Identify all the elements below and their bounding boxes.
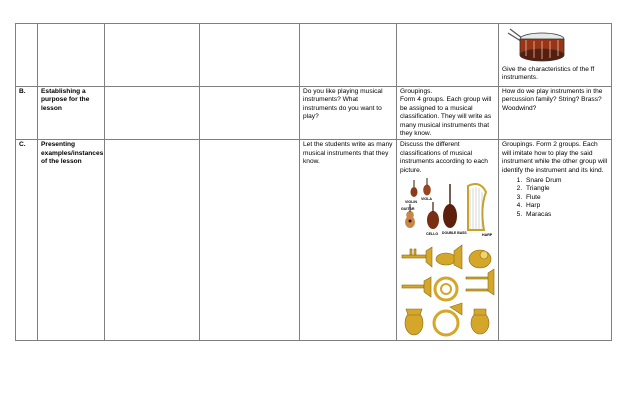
activity-cell: Let the students write as many musical instruments that they know. bbox=[300, 140, 397, 341]
list-item: 5. Maracas bbox=[524, 211, 608, 219]
viola-label: VIOLA bbox=[421, 197, 432, 202]
list-item: 3. Flute bbox=[524, 194, 608, 202]
cello-icon bbox=[427, 202, 439, 229]
harp-icon bbox=[468, 184, 486, 230]
list-item: 4. Harp bbox=[524, 202, 608, 210]
cell-empty bbox=[200, 87, 300, 140]
row-letter: B. bbox=[16, 87, 38, 140]
violin-icon bbox=[411, 180, 418, 197]
lesson-plan-table bbox=[15, 23, 612, 341]
brass-instruments-image bbox=[400, 243, 496, 339]
table-row-top bbox=[16, 24, 612, 87]
double-bass-icon bbox=[443, 184, 457, 228]
groupings-cell bbox=[499, 140, 612, 341]
baritone-icon bbox=[471, 309, 489, 334]
trumpet-icon bbox=[402, 247, 432, 267]
groupings-text: Groupings. Form 2 groups. Each will imitate how to play the said instrument while the other group will identify the instrument and its kind. bbox=[502, 141, 608, 174]
list-item: 2. Triangle bbox=[524, 185, 608, 193]
french-horn-icon bbox=[435, 278, 457, 300]
snare-drum-image bbox=[506, 27, 568, 63]
table-row-c bbox=[16, 140, 612, 341]
cell-empty bbox=[397, 24, 499, 87]
row-heading: Presenting examples/instances of the lesson bbox=[38, 140, 105, 341]
viola-icon bbox=[423, 178, 431, 196]
euphonium-icon bbox=[469, 250, 491, 268]
sousaphone-icon bbox=[434, 303, 462, 335]
trombone-icon bbox=[466, 269, 494, 295]
cello-label: CELLO bbox=[426, 232, 439, 237]
groupings-cell bbox=[397, 87, 499, 140]
cell-empty bbox=[105, 140, 200, 341]
table-row-b bbox=[16, 87, 612, 140]
list-item: 1. Snare Drum bbox=[524, 177, 608, 185]
activity-cell: Do you like playing musical instruments? What instruments do you want to play? bbox=[300, 87, 397, 140]
cell-empty bbox=[300, 24, 397, 87]
cell-empty bbox=[200, 24, 300, 87]
drum-caption-text: Give the characteristics of the ff instruments. bbox=[502, 66, 595, 82]
tuba-icon bbox=[405, 309, 423, 335]
cornet-icon bbox=[402, 277, 431, 297]
instrument-list bbox=[502, 177, 608, 219]
groupings-text: Form 4 groups. Each group will be assigned to a musical classification. They will write as many musical instruments that they know. bbox=[400, 96, 492, 138]
violin-label: VIOLIN bbox=[405, 200, 417, 205]
string-instruments-image bbox=[400, 178, 492, 240]
discussion-text: Discuss the different classifications of musical instruments according to each picture. bbox=[400, 141, 488, 174]
cell-empty bbox=[16, 24, 38, 87]
flugelhorn-icon bbox=[436, 245, 462, 269]
cell-empty bbox=[105, 87, 200, 140]
cell-empty bbox=[200, 140, 300, 341]
row-heading: Establishing a purpose for the lesson bbox=[38, 87, 105, 140]
guitar-label: GUITAR bbox=[401, 207, 415, 212]
cell-drum-caption bbox=[499, 24, 612, 87]
cell-empty bbox=[38, 24, 105, 87]
row-letter: C. bbox=[16, 140, 38, 341]
groupings-title: Groupings. bbox=[400, 88, 433, 95]
cell-empty bbox=[105, 24, 200, 87]
double-bass-label: DOUBLE BASS bbox=[442, 231, 467, 236]
harp-label: HARP bbox=[482, 233, 492, 238]
question-cell: How do we play instruments in the percussion family? String? Brass? Woodwind? bbox=[499, 87, 612, 140]
discussion-cell bbox=[397, 140, 499, 341]
